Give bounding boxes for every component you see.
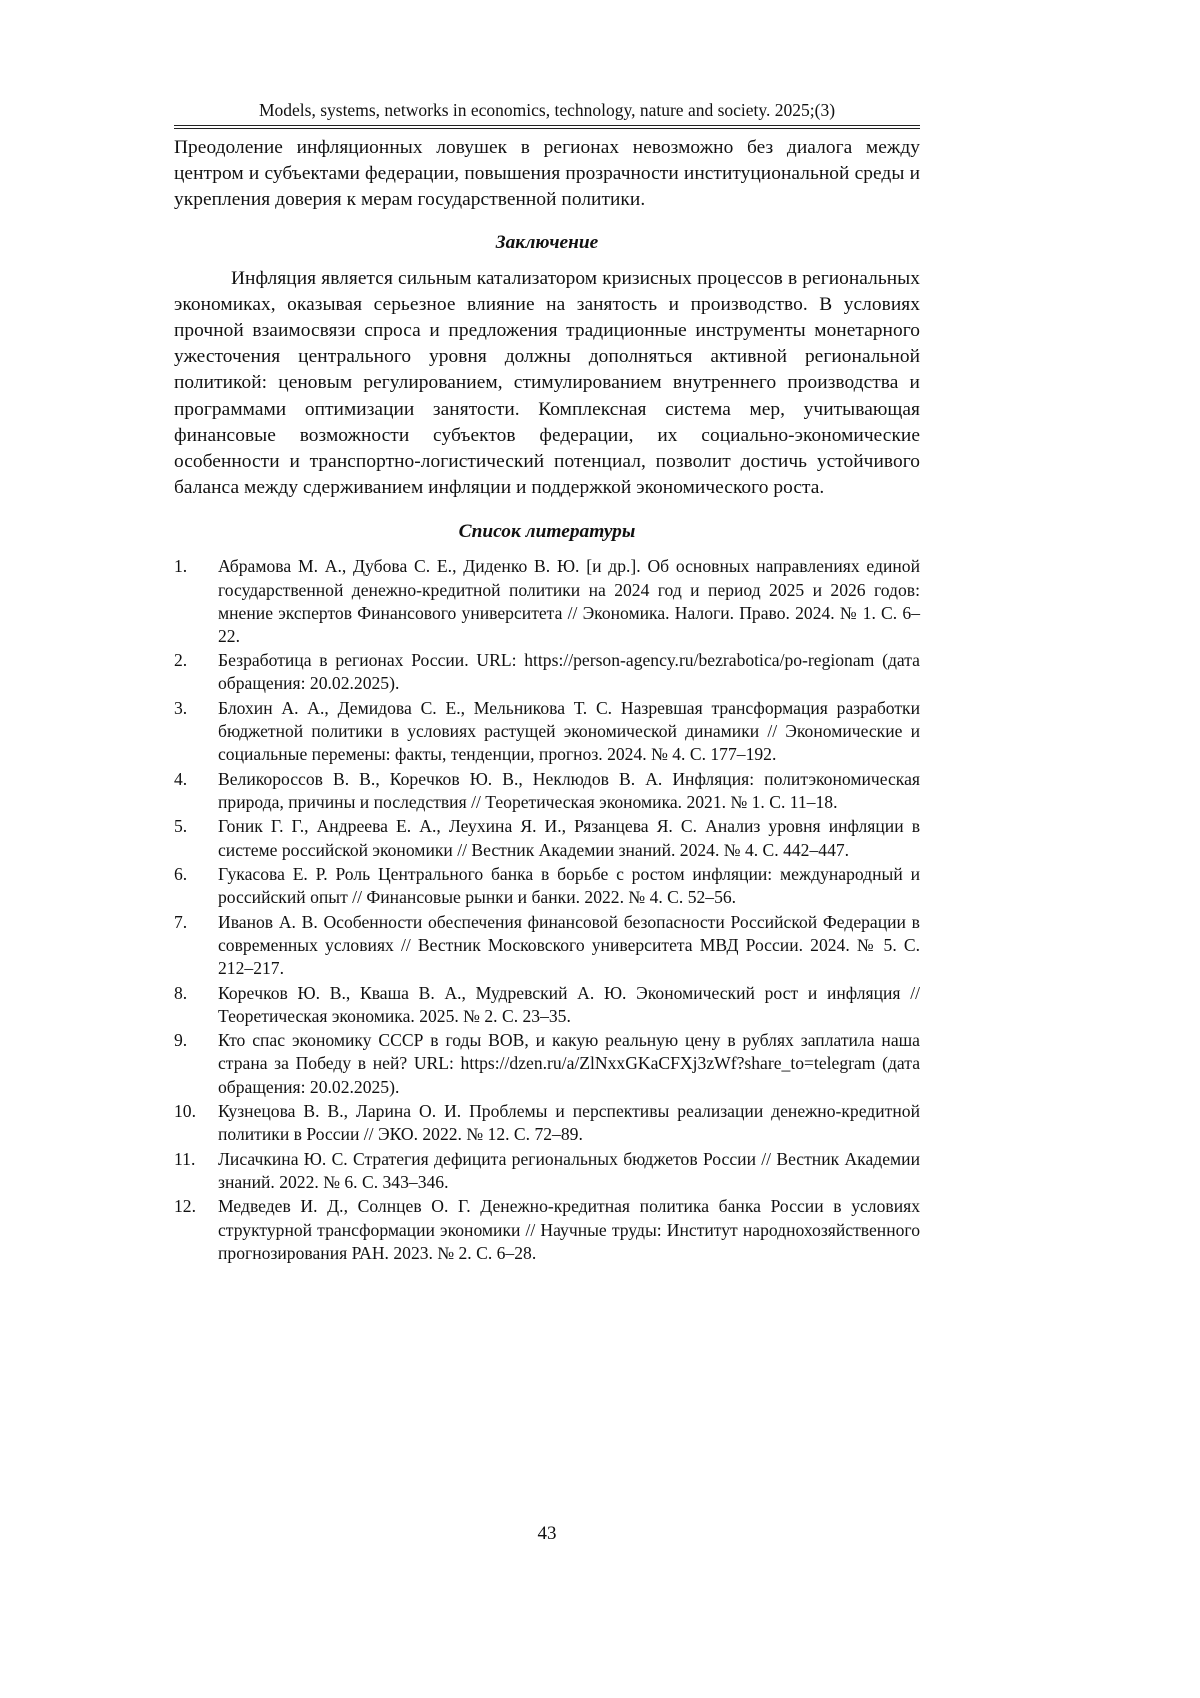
reference-number: 8. xyxy=(174,982,188,1003)
reference-item xyxy=(174,555,920,647)
reference-text: Медведев И. Д., Солнцев О. Г. Денежно-кредитная политика банка России в условиях структурной трансформации экономики // Научные труды: Институт народнохозяйственного прогнозирования РАН. 2023. № 2. С. 6–28. xyxy=(218,1196,920,1263)
conclusion-paragraph: Инфляция является сильным катализатором кризисных процессов в региональных экономиках, оказывая серьезное влияние на занятость и производство. В условиях прочной взаимосвязи спроса и предложения традиционные инструменты монетарного ужесточения центрального уровня должны дополняться активной региональной политикой: ценовым регулированием, стимулированием внутреннего производства и программами оптимизации занятости. Комплексная система мер, учитывающая финансовые возможности субъектов федерации, их социально-экономические особенности и транспортно-логистический потенциал, позволит достичь устойчивого баланса между сдерживанием инфляции и поддержкой экономического роста. xyxy=(174,267,920,499)
reference-text: Абрамова М. А., Дубова С. Е., Диденко В. Ю. [и др.]. Об основных направлениях единой государственной денежно-кредитной политики на 2024 год и период 2025 и 2026 годов: мнение экспертов Финансового университета // Экономика. Налоги. Право. 2024. № 1. С. 6–22. xyxy=(218,556,920,646)
reference-number: 10. xyxy=(174,1101,196,1122)
page-number: 43 xyxy=(537,1523,557,1544)
reference-text: Гоник Г. Г., Андреева Е. А., Леухина Я. И., Рязанцева Я. С. Анализ уровня инфляции в системе российской экономики // Вестник Академии знаний. 2024. № 4. С. 442–447. xyxy=(218,816,920,860)
reference-number: 11. xyxy=(174,1148,196,1169)
running-header: Models, systems, networks in economics, technology, nature and society. 2025;(3) xyxy=(174,98,920,126)
reference-item xyxy=(174,982,920,1028)
reference-item xyxy=(174,1100,920,1146)
reference-text: Кто спас экономику СССР в годы ВОВ, и какую реальную цену в рублях заплатила наша страна за Победу в ней? URL: https://dzen.ru/a/ZlNxxGKaCFXj3zWf?share_to=telegram (дата обращения: 20.02.2025). xyxy=(218,1030,920,1097)
reference-text: Лисачкина Ю. С. Стратегия дефицита региональных бюджетов России // Вестник Академии знаний. 2022. № 6. С. 343–346. xyxy=(218,1148,920,1192)
conclusion-title: Заключение xyxy=(495,231,599,253)
reference-item xyxy=(174,863,920,909)
reference-item xyxy=(174,815,920,861)
intro-paragraph: Преодоление инфляционных ловушек в регионах невозможно без диалога между центром и субъектами федерации, повышения прозрачности институциональной среды и укрепления доверия к мерам государственной политики. xyxy=(174,137,920,211)
reference-text: Иванов А. В. Особенности обеспечения финансовой безопасности Российской Федерации в современных условиях // Вестник Московского университета МВД России. 2024. № 5. С. 212–217. xyxy=(218,911,920,979)
reference-item xyxy=(174,768,920,814)
reference-number: 6. xyxy=(174,864,188,885)
reference-number: 3. xyxy=(174,698,188,718)
reference-text: Корeчков Ю. В., Кваша В. А., Мудревский А. Ю. Экономический рост и инфляция // Теоретическая экономика. 2025. № 2. С. 23–35. xyxy=(218,982,920,1026)
reference-text: Блохин А. А., Демидова С. Е., Мельникова Т. С. Назревшая трансформация разработки бюджетной политики в условиях растущей экономической динамики // Экономические и социальные перемены: факты, тенденции, прогноз. 2024. № 4. С. 177–192. xyxy=(218,698,920,765)
references-list xyxy=(174,555,920,1264)
reference-item xyxy=(174,911,920,980)
reference-item xyxy=(174,1148,920,1194)
reference-text: Великороссов В. В., Корeчков Ю. В., Неклюдов В. А. Инфляция: политэкономическая природа, причины и последствия // Теоретическая экономика. 2021. № 1. С. 11–18. xyxy=(218,768,920,812)
reference-number: 4. xyxy=(174,768,188,789)
reference-text: Безработица в регионах России. URL: https://person-agency.ru/bezrabotica/po-regionam (дата обращения: 20.02.2025). xyxy=(218,650,920,694)
reference-item xyxy=(174,697,920,766)
reference-text: Кузнецова В. В., Ларина О. И. Проблемы и перспективы реализации денежно-кредитной политики в России // ЭКО. 2022. № 12. С. 72–89. xyxy=(218,1101,920,1145)
reference-item xyxy=(174,649,920,695)
reference-number: 2. xyxy=(174,650,188,671)
reference-number: 7. xyxy=(174,911,188,932)
reference-number: 12. xyxy=(174,1196,196,1217)
reference-number: 5. xyxy=(174,816,188,837)
reference-number: 9. xyxy=(174,1030,188,1051)
references-title: Список литературы xyxy=(458,521,636,543)
reference-item xyxy=(174,1029,920,1098)
reference-item xyxy=(174,1195,920,1264)
journal-page xyxy=(174,98,920,1544)
reference-text: Гукасова Е. Р. Роль Центрального банка в борьбе с ростом инфляции: международный и российский опыт // Финансовые рынки и банки. 2022. № 4. С. 52–56. xyxy=(218,864,920,908)
reference-number: 1. xyxy=(174,556,188,577)
